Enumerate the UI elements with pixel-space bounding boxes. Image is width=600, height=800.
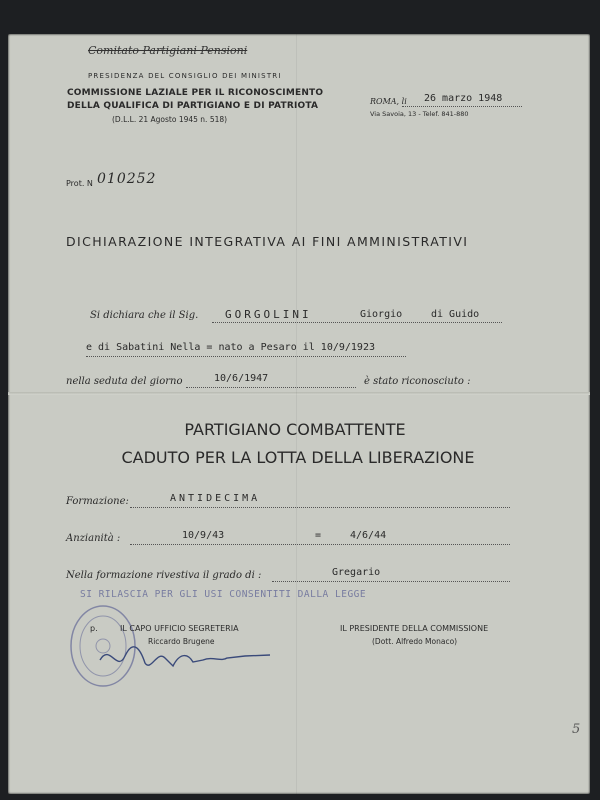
place-label: ROMA, li	[370, 97, 407, 106]
right-signer-name: (Dott. Alfredo Monaco)	[372, 637, 458, 646]
formation-line	[130, 507, 510, 508]
document-date: 26 marzo 1948	[424, 93, 503, 104]
date-line	[402, 106, 522, 107]
commission-line1: COMMISSIONE LAZIALE PER IL RICONOSCIMENTO	[67, 88, 324, 98]
document-title: DICHIARAZIONE INTEGRATIVA AI FINI AMMINISTRATIVI	[66, 234, 469, 249]
person-father: di Guido	[431, 309, 480, 320]
seniority-from: 10/9/43	[182, 530, 225, 541]
signature-scribble	[95, 638, 275, 678]
rank-value: Gregario	[332, 567, 381, 578]
rank-label: Nella formazione rivestiva il grado di :	[66, 570, 262, 581]
right-signer-title: IL PRESIDENTE DELLA COMMISSIONE	[340, 624, 489, 633]
seniority-to: 4/6/44	[350, 530, 387, 541]
birth-underline	[86, 356, 406, 357]
session-date: 10/6/1947	[214, 373, 269, 384]
seniority-separator: =	[315, 530, 322, 541]
paper-fold	[8, 392, 590, 395]
issuance-stamp: SI RILASCIA PER GLI USI CONSENTITI DALLA LEGGE	[80, 589, 367, 600]
paper-vertical-fold	[296, 34, 297, 794]
formation-value: ANTIDECIMA	[170, 493, 261, 504]
left-signer-title: IL CAPO UFFICIO SEGRETERIA	[120, 624, 239, 633]
left-signer-name: Riccardo Brugene	[148, 637, 215, 646]
protocol-label: Prot. N	[66, 179, 93, 188]
recognized-label: è stato riconosciuto :	[364, 376, 471, 387]
seniority-label: Anzianità :	[66, 533, 121, 544]
rank-line	[272, 581, 510, 582]
qualification-line1: PARTIGIANO COMBATTENTE	[184, 420, 406, 439]
struck-handwriting: Comitato Partigiani Pensioni	[88, 44, 248, 57]
qualification-line2: CADUTO PER LA LOTTA DELLA LIBERAZIONE	[121, 448, 475, 467]
formation-label: Formazione:	[66, 496, 129, 507]
birth-line: e di Sabatini Nella = nato a Pesaro il 10/9/1923	[86, 342, 375, 353]
name-line	[212, 322, 502, 323]
person-surname: GORGOLINI	[225, 308, 312, 321]
protocol-number: 010252	[97, 171, 157, 187]
person-name: Giorgio	[360, 309, 403, 320]
presidenza-heading: PRESIDENZA DEL CONSIGLIO DEI MINISTRI	[88, 72, 282, 80]
office-address: Via Savoia, 13 - Telef. 841-880	[370, 110, 469, 118]
session-line	[186, 387, 356, 388]
declare-label: Si dichiara che il Sig.	[90, 310, 199, 321]
seniority-line	[130, 544, 510, 545]
decree-reference: (D.L.L. 21 Agosto 1945 n. 518)	[112, 115, 228, 124]
commission-line2: DELLA QUALIFICA DI PARTIGIANO E DI PATRIOTA	[67, 101, 319, 111]
left-sign-prefix: p.	[90, 624, 98, 633]
session-label: nella seduta del giorno	[66, 376, 183, 387]
page-number: 5	[572, 722, 581, 737]
